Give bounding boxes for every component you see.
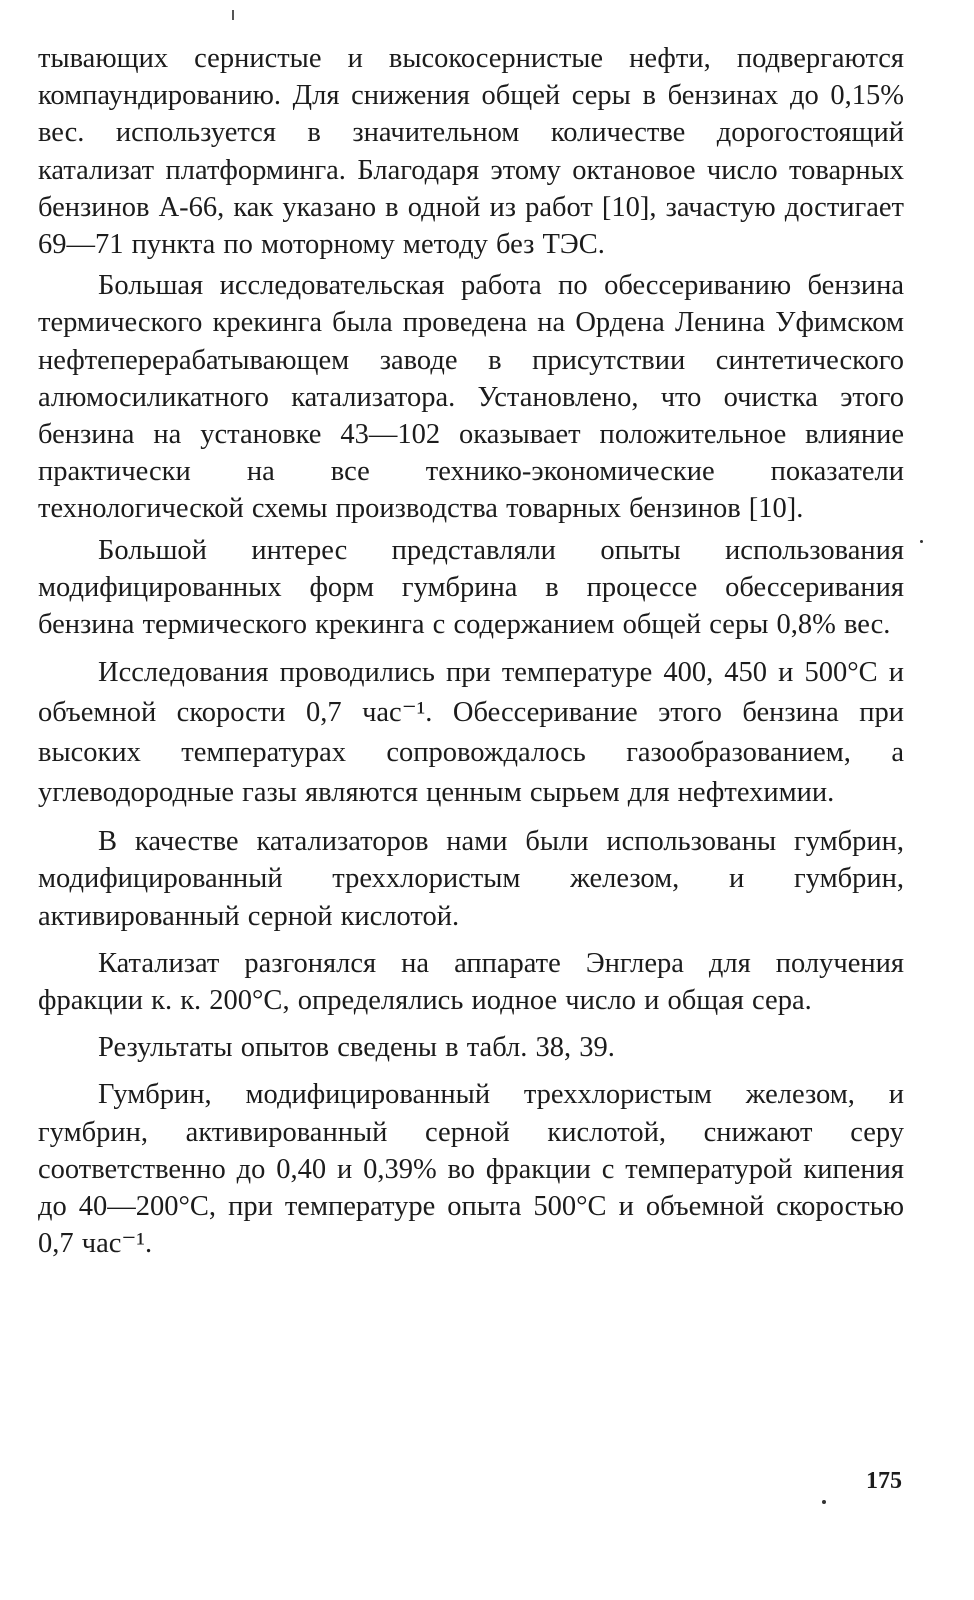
paragraph-1: тывающих сернистые и высокосернистые нефти, подвергаются компаундированию. Для снижения общей серы в бензинах до 0,15% вес. используется в значительном количестве дорогостоящий катализат платформинга. Благодаря этому октановое число товарных бензинов А-66, как указано в одной из работ [10], зачастую достигает 69—71 пункта по моторному методу без ТЭС.	[38, 43, 904, 261]
paragraph-4: Исследования проводились при температуре 400, 450 и 500°С и объемной скорости 0,7 час⁻¹. Обессеривание этого бензина при высоких температурах сопровождалось газообразованием, а углеводородные газы являются ценным сырьем для нефтехимии.	[38, 657, 904, 809]
paragraph-7: Результаты опытов сведены в табл. 38, 39.	[98, 1032, 615, 1064]
page-body	[38, 40, 904, 1262]
paragraph-8: Гумбрин, модифицированный треххлористым железом, и гумбрин, активированный серной кислотой, снижают серу соответственно до 0,40 и 0,39% во фракции с температурой кипения до 40—200°С, при температуре опыта 500°С и объемной скоростью 0,7 час⁻¹.	[38, 1079, 904, 1260]
paragraph-5: В качестве катализаторов нами были использованы гумбрин, модифицированный треххлористым железом, и гумбрин, активированный серной кислотой.	[38, 826, 904, 932]
page-number: 175	[866, 1468, 902, 1494]
paragraph-2: Большая исследовательская работа по обессериванию бензина термического крекинга была проведена на Ордена Ленина Уфимском нефтеперерабатывающем заводе в присутствии синтетического алюмосиликатного катализатора. Установлено, что очистка этого бензина на установке 43—102 оказывает положительное влияние практически на все технико-экономические показатели технологической схемы производства товарных бензинов [10].	[38, 270, 904, 525]
paragraph-3: Большой интерес представляли опыты использования модифицированных форм гумбрина в процессе обессеривания бензина термического крекинга с содержанием общей серы 0,8% вес.	[38, 534, 904, 641]
scan-mark	[232, 10, 234, 20]
paragraph-6: Катализат разгонялся на аппарате Энглера для получения фракции к. к. 200°С, определялись иодное число и общая сера.	[38, 947, 904, 1017]
scan-dot	[920, 540, 923, 543]
scan-dot	[822, 1500, 826, 1504]
